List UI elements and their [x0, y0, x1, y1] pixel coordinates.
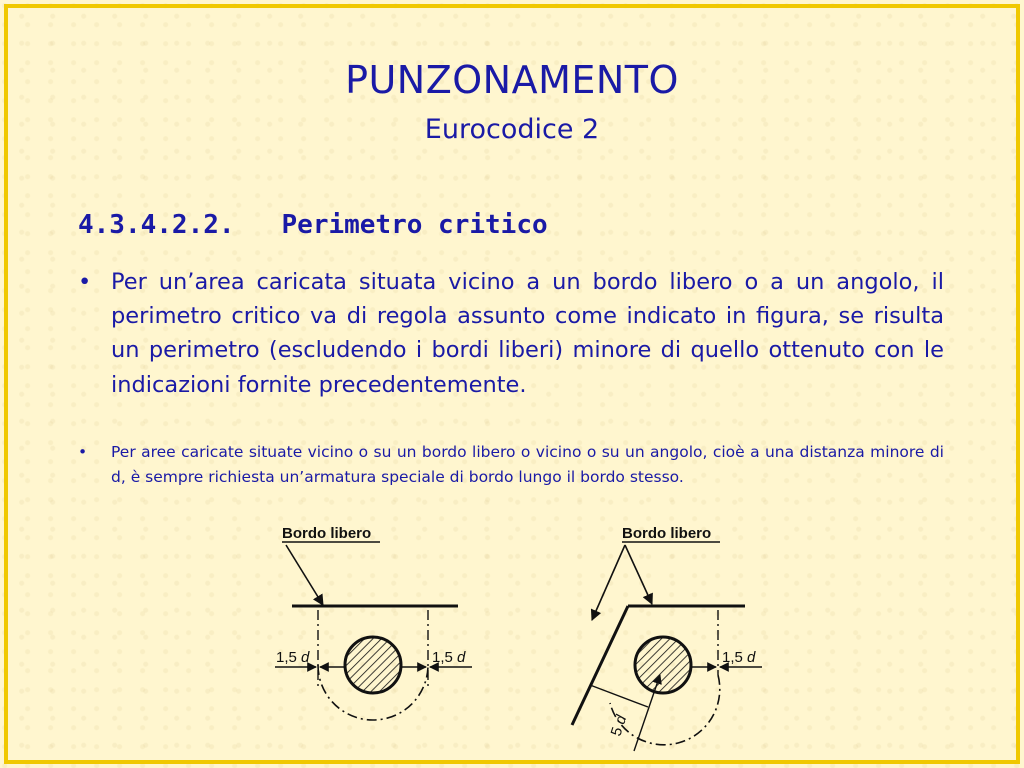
critical-perimeter-figure — [250, 515, 810, 760]
bullet-marker: • — [78, 443, 88, 461]
leader-line — [286, 545, 323, 605]
dim-label-left: 1,5 d — [276, 649, 310, 666]
slide-title: PUNZONAMENTO — [345, 58, 679, 102]
section-heading — [78, 208, 548, 242]
loaded-area-circle — [635, 637, 691, 693]
free-edge-label: Bordo libero — [282, 525, 372, 542]
corner-diagram — [572, 525, 762, 751]
section-title: Perimetro critico — [281, 210, 548, 240]
loaded-area-circle — [345, 637, 401, 693]
section-number: 4.3.4.2.2. — [78, 210, 235, 240]
bullet-text: Per un’area caricata situata vicino a un bordo libero o a un angolo, il perimetro critico va di regola assunto come indicato in figura, se risulta un perimetro (escludendo i bordi liberi) minore di quello ottenuto con le indicazioni fornite precedentemente. — [111, 269, 944, 398]
edge-diagram — [275, 525, 472, 720]
bullet-marker: • — [78, 269, 92, 295]
leader-line — [592, 545, 625, 620]
dim-label-diagonal: 5 d — [607, 713, 631, 739]
dim-label-right: 1,5 d — [432, 649, 466, 666]
bullet-item-1 — [78, 265, 944, 402]
bullet-text: Per aree caricate situate vicino o su un bordo libero o vicino o su un angolo, cioè a una distanza minore di d, è sempre richiesta un’armatura speciale di bordo lungo il bordo stesso. — [111, 443, 944, 486]
dim-label-right: 1,5 d — [722, 649, 756, 666]
leader-line — [625, 545, 652, 604]
free-edge-diagonal — [572, 606, 628, 725]
bullet-item-2 — [78, 440, 944, 489]
free-edge-label: Bordo libero — [622, 525, 712, 542]
slide-subtitle: Eurocodice 2 — [424, 114, 600, 145]
